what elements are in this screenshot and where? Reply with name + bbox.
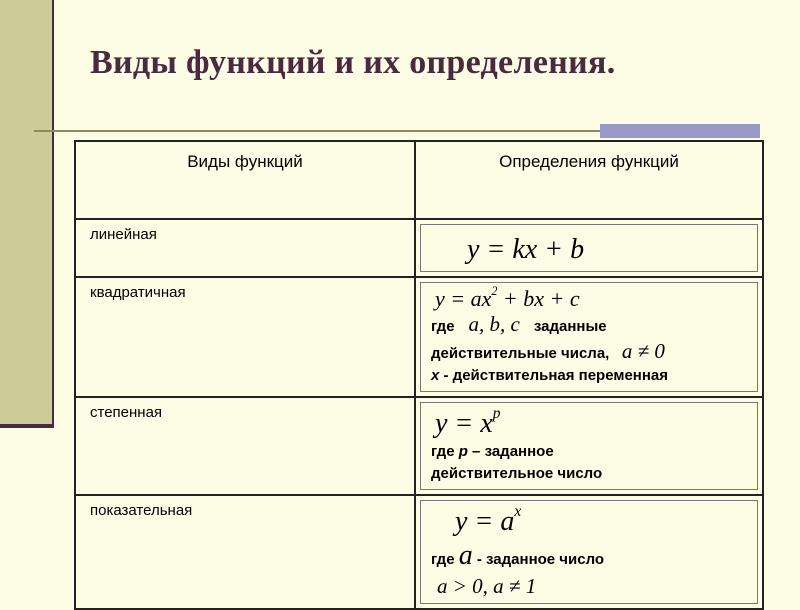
slide-title: Виды функций и их определения. bbox=[90, 44, 616, 81]
table-row-exponential bbox=[75, 495, 763, 609]
definition-box-power bbox=[420, 402, 758, 490]
definition-cell-linear bbox=[415, 219, 763, 277]
definition-box-exponential bbox=[420, 500, 758, 604]
power-desc-line2: действительное число bbox=[431, 465, 603, 482]
function-name-power: степенная bbox=[75, 397, 415, 495]
formula-power-base: y = x bbox=[435, 408, 493, 439]
formula-exponential bbox=[431, 505, 751, 539]
quadratic-params: a, b, c bbox=[468, 312, 520, 336]
formula-quadratic-base: y = ax bbox=[435, 286, 492, 311]
exponential-desc-given: - заданное число bbox=[472, 551, 605, 568]
header-function-definitions bbox=[415, 141, 763, 219]
header-definitions-label: Определения функций bbox=[499, 152, 679, 171]
table-row-quadratic bbox=[75, 277, 763, 397]
power-desc-given: – заданное bbox=[467, 443, 554, 460]
quadratic-desc-line3 bbox=[431, 365, 751, 387]
power-desc-line1 bbox=[431, 441, 751, 463]
formula-quadratic-exponent: 2 bbox=[491, 284, 498, 299]
function-name-exponential: показательная bbox=[75, 495, 415, 609]
where-word: где bbox=[431, 318, 455, 335]
formula-power-exponent: p bbox=[492, 405, 501, 423]
formula-power bbox=[431, 407, 751, 441]
exponential-var-a: a bbox=[458, 540, 473, 571]
title-underline bbox=[34, 130, 600, 132]
decorative-side-bar bbox=[0, 0, 54, 428]
definition-cell-quadratic bbox=[415, 277, 763, 397]
definition-cell-power bbox=[415, 397, 763, 495]
definition-box-quadratic bbox=[420, 282, 758, 392]
functions-table bbox=[74, 140, 764, 610]
formula-quadratic-rest: + bx + c bbox=[497, 286, 580, 311]
table-header-row bbox=[75, 141, 763, 219]
quadratic-desc-line2 bbox=[431, 338, 751, 365]
definition-cell-exponential bbox=[415, 495, 763, 609]
power-var-p: p bbox=[458, 443, 468, 460]
table-row-linear bbox=[75, 219, 763, 277]
exponential-condition: a > 0, a ≠ 1 bbox=[437, 574, 537, 598]
quadratic-desc-variable: - действительная переменная bbox=[439, 367, 669, 384]
formula-exponential-base: y = a bbox=[455, 506, 515, 537]
quadratic-var-x: x bbox=[431, 367, 440, 384]
power-where-word: где bbox=[431, 443, 459, 460]
formula-exponential-exponent: x bbox=[514, 503, 522, 521]
exponential-desc-line1 bbox=[431, 539, 751, 573]
function-name-quadratic: квадратичная bbox=[75, 277, 415, 397]
decorative-side-bar-edge bbox=[0, 424, 54, 428]
definition-box-linear bbox=[420, 224, 758, 272]
function-name-linear: линейная bbox=[75, 219, 415, 277]
formula-linear: y = kx + b bbox=[467, 234, 585, 265]
quadratic-desc-line1 bbox=[431, 311, 751, 338]
decorative-accent-block bbox=[600, 124, 760, 138]
exponential-where-word: где bbox=[431, 551, 455, 568]
table-row-power bbox=[75, 397, 763, 495]
quadratic-desc-tail: заданные bbox=[533, 318, 607, 335]
formula-quadratic bbox=[431, 284, 751, 311]
header-function-types: Виды функций bbox=[75, 141, 415, 219]
quadratic-condition: a ≠ 0 bbox=[621, 339, 665, 363]
quadratic-desc-real-numbers: действительные числа, bbox=[431, 345, 610, 362]
